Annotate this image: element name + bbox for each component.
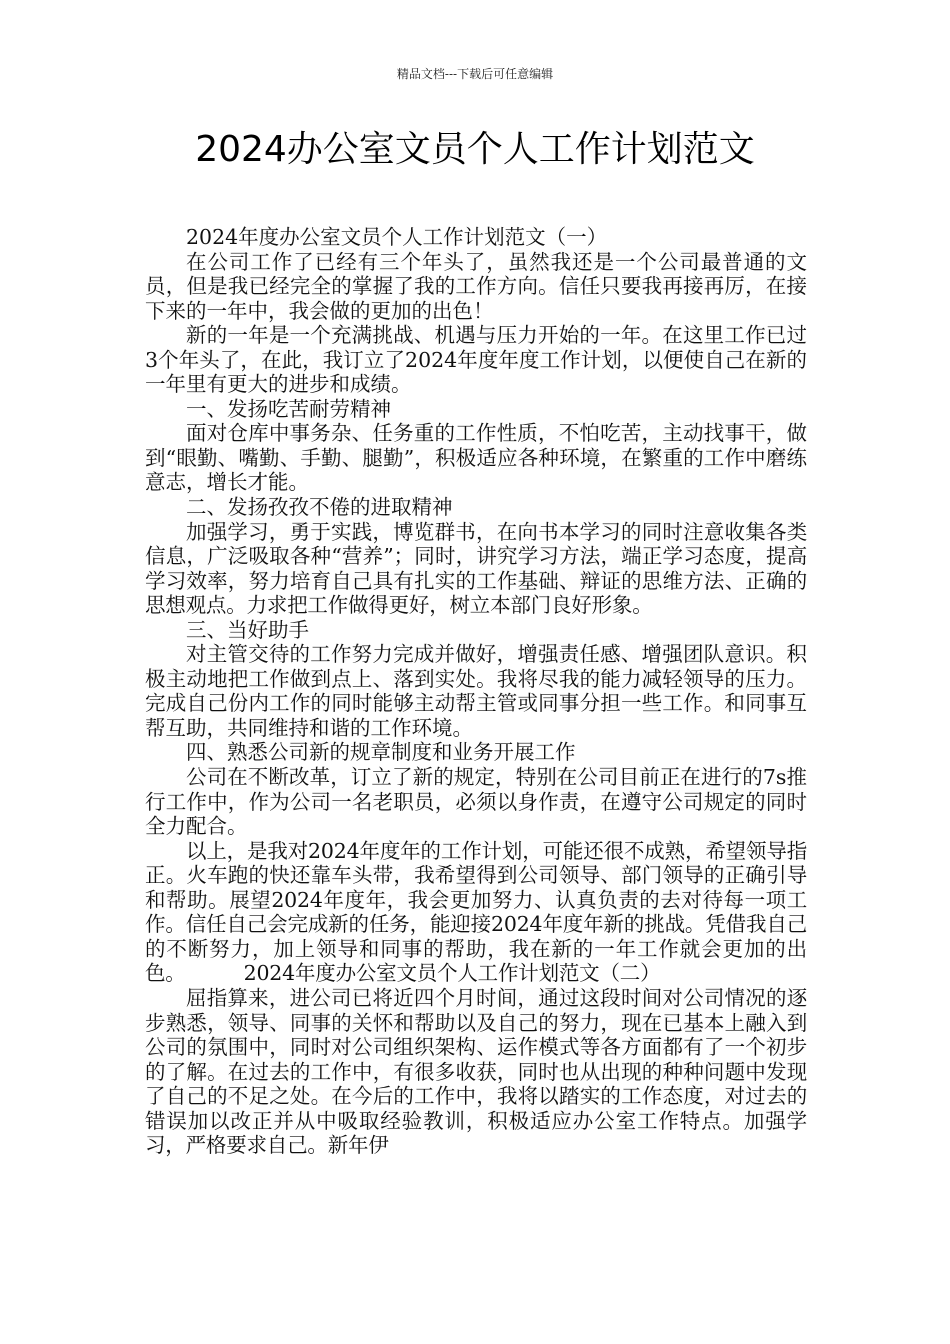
paragraph: 新的一年是一个充满挑战、机遇与压力开始的一年。在这里工作已过3个年头了，在此，我订立了2024年度年度工作计划，以便使自己在新的一年里有更大的进步和成绩。 [145, 323, 807, 397]
section-heading-4: 四、熟悉公司新的规章制度和业务开展工作 [186, 740, 576, 765]
paragraph: 公司在不断改革，订立了新的规定，特别在公司目前正在进行的7s推行工作中，作为公司一名老职员，必须以身作责，在遵守公司规定的同时全力配合。 [145, 765, 807, 839]
paragraph-with-inline-heading [145, 839, 807, 986]
section-heading-plan-two: 2024年度办公室文员个人工作计划范文（二） [243, 961, 661, 986]
paragraph: 加强学习，勇于实践，博览群书，在向书本学习的同时注意收集各类信息，广泛吸取各种“营养”；同时，讲究学习方法，端正学习态度，提高学习效率，努力培育自己具有扎实的工作基础、辩证的思维方法、正确的思想观点。力求把工作做得更好，树立本部门良好形象。 [145, 519, 807, 618]
paragraph: 在公司工作了已经有三个年头了，虽然我还是一个公司最普通的文员，但是我已经完全的掌握了我的工作方向。信任只要我再接再厉，在接下来的一年中，我会做的更加的出色！ [145, 249, 807, 323]
section-heading-plan-one: 2024年度办公室文员个人工作计划范文（一） [186, 225, 608, 249]
section-heading-3: 三、当好助手 [186, 617, 309, 642]
paragraph: 面对仓库中事务杂、任务重的工作性质，不怕吃苦，主动找事干，做到“眼勤、嘴勤、手勤、腿勤”，积极适应各种环境，在繁重的工作中磨练意志，增长才能。 [145, 421, 807, 495]
document-title: 2024办公室文员个人工作计划范文 [195, 129, 755, 170]
section-heading-2: 二、发扬孜孜不倦的进取精神 [186, 495, 453, 520]
paragraph: 屈指算来，进公司已将近四个月时间，通过这段时间对公司情况的逐步熟悉，领导、同事的关怀和帮助以及自己的努力，现在已基本上融入到公司的氛围中，同时对公司组织架构、运作模式等各方面都有了一个初步的了解。在过去的工作中，有很多收获，同时也从出现的种种问题中发现了自己的不足之处。在今后的工作中，我将以踏实的工作态度，对过去的错误加以改正并从中吸取经验教训，积极适应办公室工作特点。加强学习，严格要求自己。新年伊 [145, 985, 807, 1158]
document-body [145, 225, 807, 1158]
paragraph: 对主管交待的工作努力完成并做好，增强责任感、增强团队意识。积极主动地把工作做到点上、落到实处。我将尽我的能力减轻领导的压力。完成自己份内工作的同时能够主动帮主管或同事分担一些工作。和同事互帮互助，共同维持和谐的工作环境。 [145, 642, 807, 740]
header-note: 精品文档---下载后可任意编辑 [396, 67, 554, 81]
section-heading-1: 一、发扬吃苦耐劳精神 [186, 396, 391, 421]
paragraph-text: 以上，是我对2024年度年的工作计划，可能还很不成熟，希望领导指正。火车跑的快还靠车头带，我希望得到公司领导、部门领导的正确引导和帮助。展望2024年度年，我会更加努力、认真负责的去对待每一项工作。信任自己会完成新的任务，能迎接2024年度年新的挑战。凭借我自己的不断努力，加上领导和同事的帮助，我在新的一年工作就会更加的出色。 [145, 838, 807, 986]
